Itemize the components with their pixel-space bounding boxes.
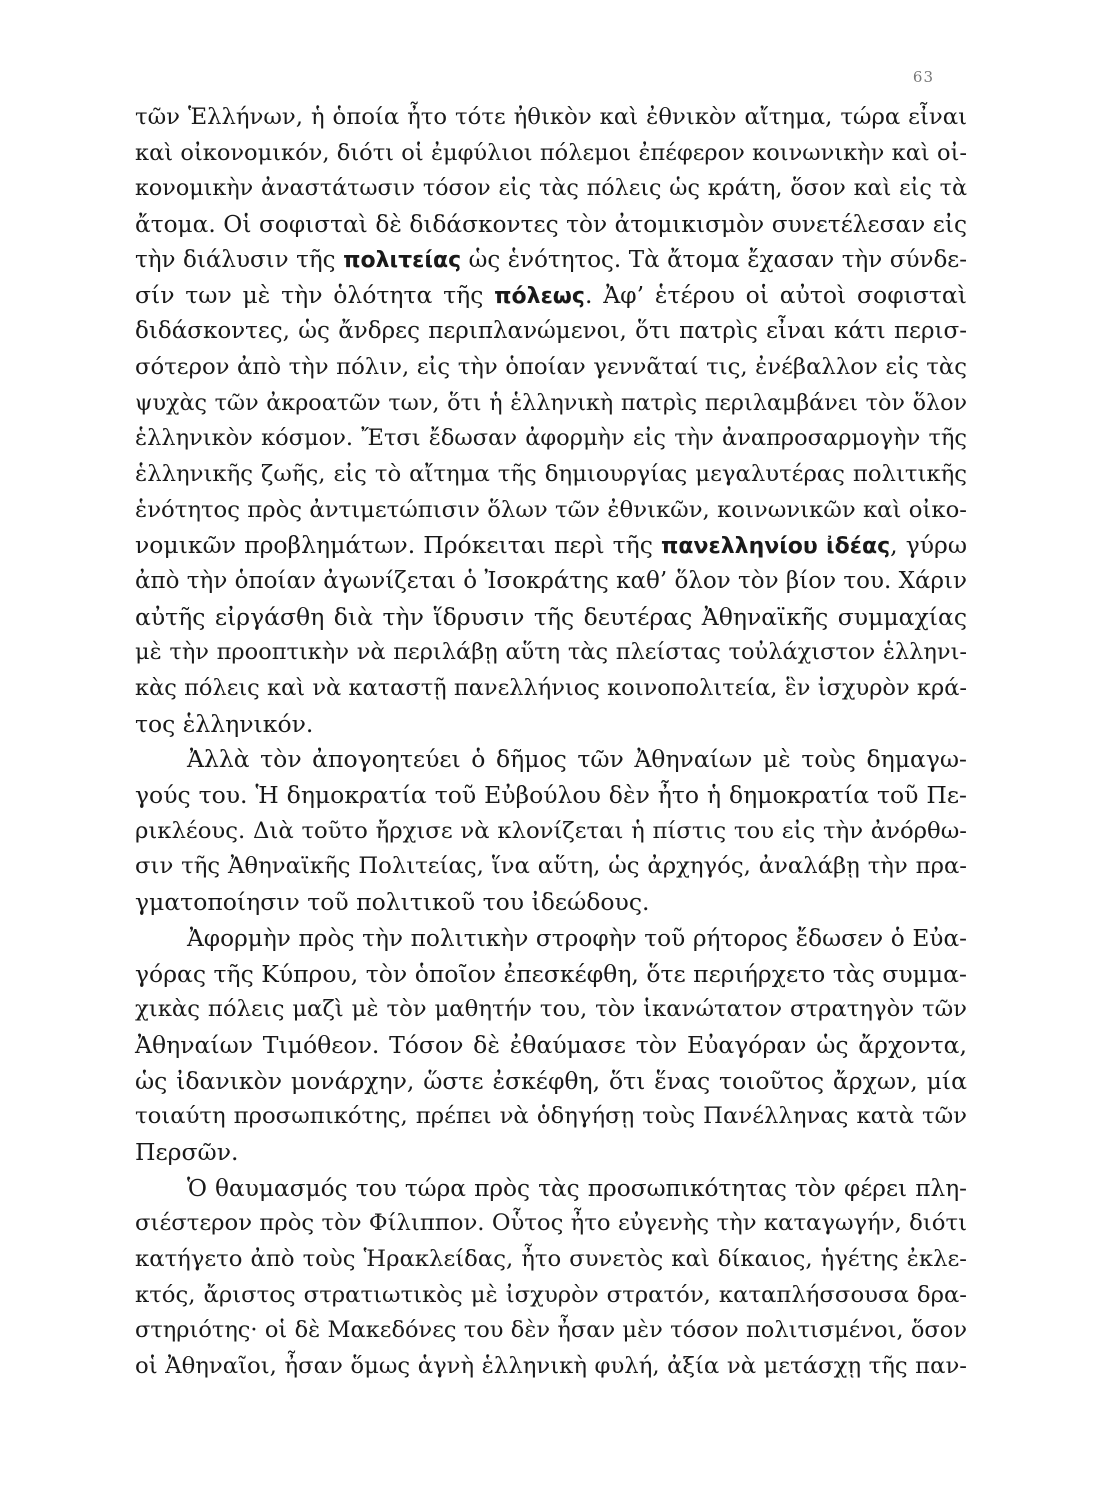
bold-term: πανελληνίου ἰδέας [661,534,891,560]
bold-term: πολιτείας [343,247,462,273]
text-line: γούς του. Ἡ δημοκρατία τοῦ Εὐβούλου δὲν ἦτο ἡ δημοκρατία τοῦ Πε- [135,781,967,810]
text-line [135,528,967,564]
text-line: κατήγετο ἀπὸ τοὺς Ἡρακλείδας, ἦτο συνετὸς καὶ δίκαιος, ἡγέτης ἐκλε- [135,1246,967,1272]
text-line: Περσῶν. [135,1137,239,1166]
text-line: σιέστερον πρὸς τὸν Φίλιππον. Οὗτος ἦτο εὐγενὴς τὴν καταγωγήν, διότι [135,1210,967,1237]
text-line: ψυχὰς τῶν ἀκροατῶν των, ὅτι ἡ ἑλληνικὴ πατρὶς περιλαμβάνει τὸν ὅλον [135,389,967,416]
text-segment: ὡς ἑνότητος. Τὰ ἄτομα ἔχασαν τὴν σύνδε- [461,246,967,273]
text-line: τος ἑλληνικόν. [135,709,314,738]
bold-term: πόλεως [494,284,585,310]
text-line [135,278,967,314]
text-line: κτός, ἄριστος στρατιωτικὸς μὲ ἰσχυρὸν στρατόν, καταπλήσσουσα δρα- [135,1281,967,1308]
body-text [135,100,967,1385]
text-line: τῶν Ἑλλήνων, ἡ ὁποία ἦτο τότε ἠθικὸν καὶ ἐθνικὸν αἴτημα, τώρα εἶναι [135,104,967,130]
text-line: ὡς ἰδανικὸν μονάρχην, ὥστε ἐσκέφθη, ὅτι ἕνας τοιοῦτος ἄρχων, μία [135,1066,967,1095]
text-line: ρικλέους. Διὰ τοῦτο ἤρχισε νὰ κλονίζεται ἡ πίστις του εἰς τὴν ἀνόρθω- [135,817,967,844]
text-line: διδάσκοντες, ὡς ἄνδρες περιπλανώμενοι, ὅτι πατρὶς εἶναι κάτι περισ- [135,318,967,345]
text-segment: , γύρω [890,531,967,560]
text-line: ἄτομα. Οἱ σοφισταὶ δὲ διδάσκοντες τὸν ἀτομικισμὸν συνετέλεσαν εἰς [135,211,967,239]
text-line: ἑλληνικὸν κόσμον. Ἔτσι ἔδωσαν ἀφορμὴν εἰς τὴν ἀναπροσαρμογὴν τῆς [135,425,967,452]
text-line: οἱ Ἀθηναῖοι, ἦσαν ὅμως ἁγνὴ ἑλληνικὴ φυλή, ἀξία νὰ μετάσχῃ τῆς παν- [135,1353,967,1380]
text-line [135,243,967,279]
text-segment: τὴν διάλυσιν τῆς [135,246,344,273]
text-line: σιν τῆς Ἀθηναϊκῆς Πολιτείας, ἵνα αὕτη, ὡς ἀρχηγός, ἀναλάβῃ τὴν πρα- [135,853,967,880]
text-line: αὐτῆς εἰργάσθη διὰ τὴν ἵδρυσιν τῆς δευτέρας Ἀθηναϊκῆς συμμαχίας [135,602,967,631]
text-line: Ἀλλὰ τὸν ἀπογοητεύει ὁ δῆμος τῶν Ἀθηναίων μὲ τοὺς δημαγω- [187,745,967,774]
text-line: ἑνότητος πρὸς ἀντιμετώπισιν ὅλων τῶν ἐθνικῶν, κοινωνικῶν καὶ οἰκο- [135,496,967,523]
text-line: τοιαύτη προσωπικότης, πρέπει νὰ ὁδηγήσῃ τοὺς Πανέλληνας κατὰ τῶν [135,1103,967,1130]
text-line: ἀπὸ τὴν ὁποίαν ἀγωνίζεται ὁ Ἰσοκράτης καθ’ ὅλον τὸν βίον του. Χάριν [135,567,967,594]
text-line: Ἀθηναίων Τιμόθεον. Τόσον δὲ ἐθαύμασε τὸν Εὐαγόραν ὡς ἄρχοντα, [135,1030,967,1059]
text-line: Ὁ θαυμασμός του τώρα πρὸς τὰς προσωπικότητας τὸν φέρει πλη- [187,1174,967,1202]
text-segment: σίν των μὲ τὴν ὁλότητα τῆς [135,281,495,310]
text-line: κὰς πόλεις καὶ νὰ καταστῇ πανελλήνιος κοινοπολιτεία, ἓν ἰσχυρὸν κρά- [135,675,967,701]
text-line: μὲ τὴν προοπτικὴν νὰ περιλάβῃ αὕτη τὰς πλείστας τοὐλάχιστον ἑλληνι- [135,639,967,666]
text-line: καὶ οἰκονομικόν, διότι οἱ ἐμφύλιοι πόλεμοι ἐπέφερον κοινωνικὴν καὶ οἰ- [135,139,967,166]
text-line: στηριότης· οἱ δὲ Μακεδόνες του δὲν ἦσαν μὲν τόσον πολιτισμένοι, ὅσον [135,1317,967,1344]
text-line: γματοποίησιν τοῦ πολιτικοῦ του ἰδεώδους. [135,888,650,917]
text-line: σότερον ἀπὸ τὴν πόλιν, εἰς τὴν ὁποίαν γεννᾶταί τις, ἐνέβαλλον εἰς τὰς [135,353,967,380]
text-segment: νομικῶν προβλημάτων. Πρόκειται περὶ τῆς [135,531,661,560]
text-line: κονομικὴν ἀναστάτωσιν τόσον εἰς τὰς πόλεις ὡς κράτη, ὅσον καὶ εἰς τὰ [135,175,967,202]
text-segment: . Ἀφ’ ἑτέρου οἱ αὐτοὶ σοφισταὶ [584,281,967,310]
text-line: γόρας τῆς Κύπρου, τὸν ὁποῖον ἐπεσκέφθη, ὅτε περιήρχετο τὰς συμμα- [135,959,967,988]
page-number: 63 [912,68,934,86]
text-line: χικὰς πόλεις μαζὶ μὲ τὸν μαθητήν του, τὸν ἱκανώτατον στρατηγὸν τῶν [135,996,967,1023]
text-line: ἑλληνικῆς ζωῆς, εἰς τὸ αἴτημα τῆς δημιουργίας μεγαλυτέρας πολιτικῆς [135,460,967,487]
text-line: Ἀφορμὴν πρὸς τὴν πολιτικὴν στροφὴν τοῦ ρήτορος ἔδωσεν ὁ Εὐα- [187,924,967,952]
